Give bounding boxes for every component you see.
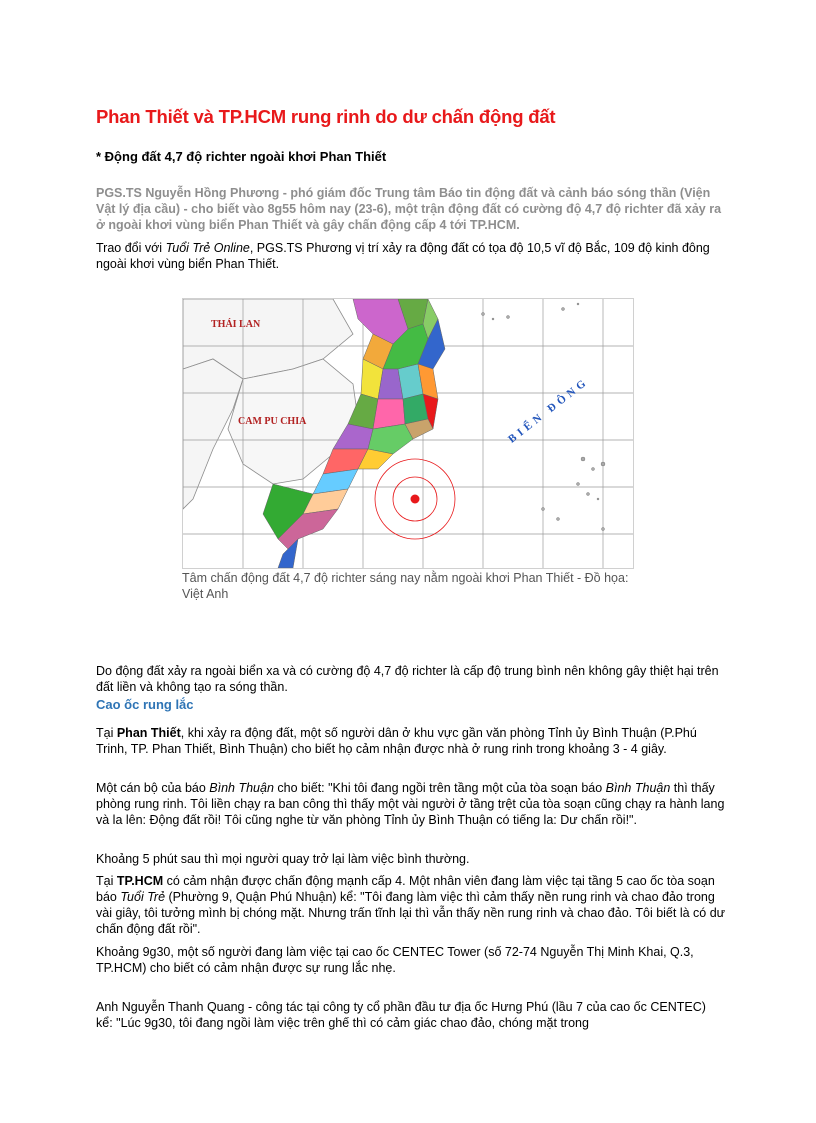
paragraph-3: Tại Phan Thiết, khi xảy ra động đất, một số người dân ở khu vực gần văn phòng Tỉnh ủy Bình Thuận (P.Phú Trinh, TP. Phan Thiết, Bình Thuận) cho biết họ cảm nhận được nhà ở rung rinh trong khoảng 3 - 4 giây. [96,726,697,756]
map-label-thailand: THÁI LAN [211,319,261,330]
epicenter-dot [411,495,420,504]
article-title: Phan Thiết và TP.HCM rung rinh do dư chấn động đất [96,106,556,127]
map-label-east-sea: BIỂN ĐÔNG [506,375,592,446]
paragraph-6: Tại TP.HCM có cảm nhận được chấn động mạnh cấp 4. Một nhân viên đang làm việc tại tầng 5 cao ốc tòa soạn báo Tuổi Trẻ (Phường 9, Quận Phú Nhuận) kể: "Tôi đang làm việc thì cảm thấy nền rung rinh và chao đảo trong vài giây, tôi tưởng mình bị chóng mặt. Nhưng trấn tĩnh lại thì vẫn thấy nền rung rinh và chao đảo. Tôi biết là có dư chấn động đất rồi". [96,874,726,936]
section-heading: Cao ốc rung lắc [96,697,194,712]
paragraph-4: Một cán bộ của báo Bình Thuận cho biết: "Khi tôi đang ngồi trên tầng một của tòa soạn báo Bình Thuận thì thấy phòng rung rinh. Tôi liền chạy ra ban công thì thấy một vài người ở tầng trệt của tòa soạn cũng chạy ra hành lang và la lên: Động đất rồi! Tôi cũng nghe từ văn phòng Tỉnh ủy Bình Thuận có tiếng la: Dư chấn rồi!". [96,781,725,827]
article-lead: PGS.TS Nguyễn Hồng Phương - phó giám đốc Trung tâm Báo tin động đất và cảnh báo sóng thần (Viện Vật lý địa cầu) - cho biết vào 8g55 hôm nay (23-6), một trận động đất có cường độ 4,7 độ richter đã xảy ra ở ngoài khơi vùng biển Phan Thiết và gây chấn động cấp 4 tới TP.HCM. [96,186,722,232]
article-subhead: * Động đất 4,7 độ richter ngoài khơi Phan Thiết [96,149,387,164]
map-caption: Tâm chấn động đất 4,7 độ richter sáng nay nằm ngoài khơi Phan Thiết - Đồ họa: Việt Anh [182,571,629,601]
paragraph-8: Anh Nguyễn Thanh Quang - công tác tại công ty cổ phần đầu tư địa ốc Hưng Phú (lầu 7 của cao ốc CENTEC) kể: "Lúc 9g30, tôi đang ngồi làm việc trên ghế thì có cảm giác chao đảo, chóng mặt trong [96,1000,706,1030]
paragraph-1: Trao đổi với Tuổi Trẻ Online, PGS.TS Phương vị trí xảy ra động đất có tọa độ 10,5 vĩ độ Bắc, 109 độ kinh đông ngoài khơi vùng biển Phan Thiết. [96,241,710,271]
epicenter-map [182,298,634,569]
map-label-cambodia: CAM PU CHIA [238,416,307,427]
paragraph-7: Khoảng 9g30, một số người đang làm việc tại cao ốc CENTEC Tower (số 72-74 Nguyễn Thị Minh Khai, Q.3, TP.HCM) cho biết có cảm nhận được sự rung lắc nhẹ. [96,945,694,975]
paragraph-2: Do động đất xảy ra ngoài biển xa và có cường độ 4,7 độ richter là cấp độ trung bình nên không gây thiệt hại trên đất liền và không tạo ra sóng thần. [96,664,719,694]
paragraph-5: Khoảng 5 phút sau thì mọi người quay trở lại làm việc bình thường. [96,852,470,866]
